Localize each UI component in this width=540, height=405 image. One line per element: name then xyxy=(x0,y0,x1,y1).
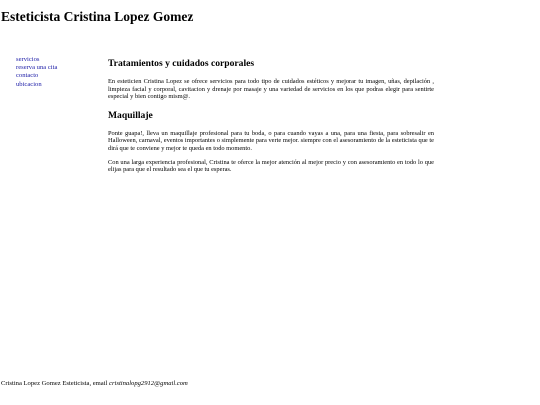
section-heading-tratamientos: Tratamientos y cuidados corporales xyxy=(108,58,255,69)
section-heading-maquillaje: Maquillaje xyxy=(108,109,153,121)
nav-item-contacto xyxy=(16,72,57,80)
nav-link-contacto[interactable]: contacto xyxy=(16,72,39,80)
nav-item-reserva xyxy=(16,64,57,72)
nav-link-ubicacion[interactable]: ubicacion xyxy=(16,80,42,88)
section-paragraph-maquillaje-2: Con una larga experiencia profesional, Cristina te oferce la mejor atención al mejor precio y con asesoramiento en todo lo que elijas para que el resultado sea el que tu esperas. xyxy=(108,158,434,174)
nav-item-ubicacion xyxy=(16,81,57,89)
footer-text: Cristina Lopez Gomez Esteticista, email xyxy=(1,380,108,387)
section-paragraph-maquillaje-1: Ponte guapa!, lleva un maquillaje profesional para tu boda, o para cuando vayas a una, para una fiesta, para sobresalir en Halloween, carnaval, eventos importantes o simplemente para verte mejor. siempre con el asesoramiento de la esteticista que te dirá que te conviene y mejor te queda en todo momento. xyxy=(108,129,434,152)
nav-item-servicios xyxy=(16,56,57,64)
section-paragraph-tratamientos: En esteticien Cristina Lopez se ofrece servicios para todo tipo de cuidados estéticos y mejorar tu imagen, uñas, depilación , limpieza facial y corporal, cavitacion y drenaje por masaje y una variedad de servicios en los que podras elegir para sentirte especial y bien contigo mism@. xyxy=(108,78,434,101)
main-content xyxy=(108,58,434,180)
site-title: Esteticista Cristina Lopez Gomez xyxy=(1,9,194,24)
footer-email: cristinalopg2912@gmail.com xyxy=(109,380,188,387)
nav-link-reserva-una-cita[interactable]: reserva una cita xyxy=(16,64,58,72)
footer xyxy=(1,380,188,387)
sidebar-nav xyxy=(16,56,57,89)
nav-link-servicios[interactable]: servicios xyxy=(16,56,40,63)
